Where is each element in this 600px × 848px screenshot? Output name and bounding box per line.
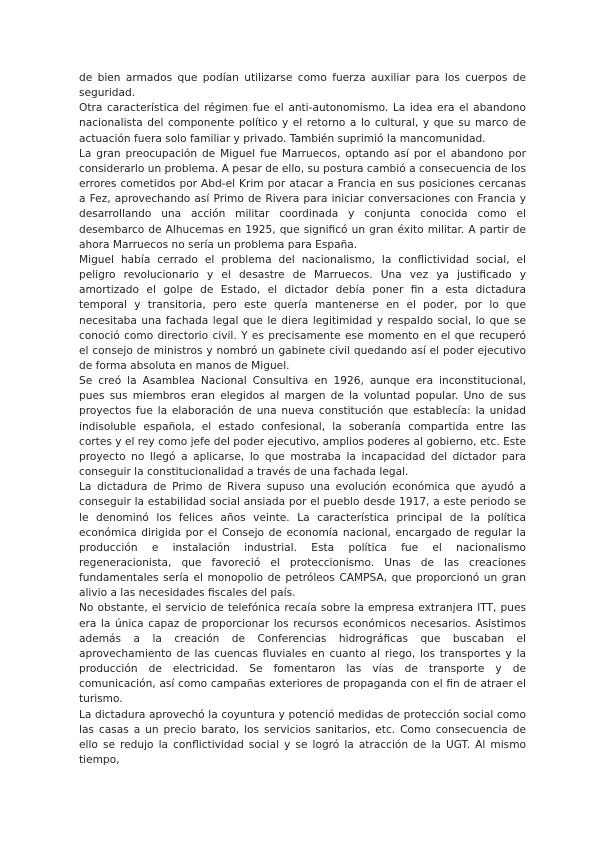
paragraph-national-assembly: Se creó la Asamblea Nacional Consultiva en 1926, aunque era inconstitucional, pues sus miembros eran elegidos al margen de la voluntad popular. Uno de sus proyectos fue la elaboración de una nueva constitución que establecía: la unidad indisoluble española, el estado confesional, la soberanía compartida entre las cortes y el rey como jefe del poder ejecutivo, amplios poderes al gobierno, etc. Este proyecto no llegó a aplicarse, lo que mostraba la incapacidad del dictador para conseguir la constitucionalidad a través de una fachada legal. (79, 375, 526, 479)
paragraph-security-forces: de bien armados que podían utilizarse como fuerza auxiliar para los cuerpos de seguridad. (79, 72, 526, 100)
paragraph-telefonica: No obstante, el servicio de telefónica recaía sobre la empresa extranjera ITT, pues era la única capaz de proporcionar los recursos económicos necesarios. Asistimos además a la creación de Conferencias hidrográficas que buscaban el aprovechamiento de las cuencas fluviales en cuanto al riego, los transportes y la producción de electricidad. Se fomentaron las vías de transporte y de comunicación, así como campañas exteriores de propaganda con el fin de atraer el turismo. (79, 602, 526, 706)
paragraph-morocco: La gran preocupación de Miguel fue Marruecos, optando así por el abandono por considerarlo un problema. A pesar de ello, su postura cambió a consecuencia de los errores cometidos por Abd-el Krim por atacar a Francia en sus posiciones cercanas a Fez, aprovechando así Primo de Rivera para iniciar conversaciones con Francia y desarrollando una acción militar coordinada y conjunta conocida como el desembarco de Alhucemas en 1925, que significó un gran éxito militar. A partir de ahora Marruecos no sería un problema para España. (79, 147, 526, 251)
body-text (79, 71, 526, 768)
paragraph-anti-autonomism: Otra característica del régimen fue el anti-autonomismo. La idea era el abandono nacionalista del componente político y el retorno a lo cultural, y que su marco de actuación fuera solo familiar y privado. También suprimió la mancomunidad. (79, 102, 526, 145)
paragraph-civil-directory: Miguel había cerrado el problema del nacionalismo, la conflictividad social, el peligro revolucionario y el desastre de Marruecos. Una vez ya justificado y amortizado el golpe de Estado, el dictador debía poner fin a esta dictadura temporal y transitoria, pero este quería mantenerse en el poder, por lo que necesitaba una fachada legal que le diera legitimidad y respaldo social, lo que se conoció como directorio civil. Y es precisamente ese momento en el que recuperó el consejo de ministros y nombró un gabinete civil quedando así el poder ejecutivo de forma absoluta en manos de Miguel. (79, 253, 526, 372)
paragraph-economy: La dictadura de Primo de Rivera supuso una evolución económica que ayudó a conseguir la estabilidad social ansiada por el pueblo desde 1917, a este periodo se le denominó los felices años veinte. La característica principal de la política económica dirigida por el Consejo de economía nacional, encargado de regular la producción e instalación industrial. Esta política fue el nacionalismo regeneracionista, que favoreció el proteccionismo. Unas de las creaciones fundamentales sería el monopolio de petróleos CAMPSA, que proporcionó un gran alivio a las necesidades fiscales del país. (79, 481, 526, 600)
paragraph-social-protection: La dictadura aprovechó la coyuntura y potenció medidas de protección social como las casas a un precio barato, los servicios sanitarios, etc. Como consecuencia de ello se redujo la conflictividad social y se logró la atracción de la UGT. Al mismo tiempo, (79, 708, 526, 767)
